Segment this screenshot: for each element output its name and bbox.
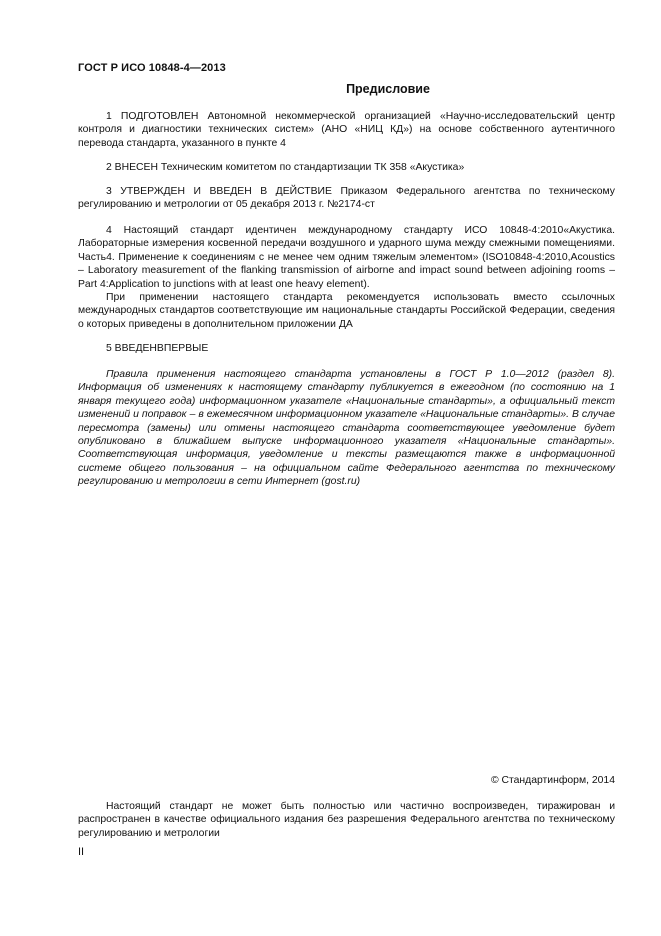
page-title: Предисловие <box>346 82 430 96</box>
document-code: ГОСТ Р ИСО 10848-4—2013 <box>78 62 226 74</box>
paragraph-approved: 3 УТВЕРЖДЕН И ВВЕДЕН В ДЕЙСТВИЕ Приказом Федерального агентства по техническому регулированию и метрологии от 05 декабря 2013 г. №2174-ст <box>78 186 615 211</box>
paragraph-application-rules: Правила применения настоящего стандарта установлены в ГОСТ Р 1.0—2012 (раздел 8). Информация об изменениях к настоящему стандарту публикуется в ежегодном (по состоянию на 1 января текущего года) информационном указателе «Национальные стандарты», а официальный текст изменений и поправок – в ежемесячном информационном указателе «Национальные стандарты». В случае пересмотра (замены) или отмены настоящего стандарта соответствующее уведомление будет опубликовано в ближайшем выпуске информационного указателя «Национальные стандарты». Соответствующая информация, уведомление и тексты размещаются также в информационной системе общего пользования – на официальном сайте Федерального агентства по техническому регулированию и метрологии в сети Интернет (gost.ru) <box>78 369 615 488</box>
page-number: II <box>78 846 85 858</box>
paragraph-submitted-by: 2 ВНЕСЕН Техническим комитетом по стандартизации ТК 358 «Акустика» <box>106 162 465 173</box>
paragraph-reference-standards: При применении настоящего стандарта рекомендуется использовать вместо ссылочных международных стандартов соответствующие им национальные стандарты Российской Федерации, сведения о которых приведены в дополнительном приложении ДА <box>78 292 615 330</box>
paragraph-prepared-by: 1 ПОДГОТОВЛЕН Автономной некоммерческой организацией «Научно-исследовательский центр контроля и диагностики технических систем» (АНО «НИЦ КД») на основе собственного аутентичного перевода стандарта, указанного в пункте 4 <box>78 111 615 149</box>
paragraph-identical-standard: 4 Настоящий стандарт идентичен международному стандарту ИСО 10848-4:2010«Акустика. Лабораторные измерения косвенной передачи воздушного и ударного шума между смежными помещениями. Часть4. Применение к соединениям с не менее чем одним тяжелым элементом» (ISO10848-4:2010,Acoustics – Laboratory measurement of the flanking transmission of airborne and impact sound between adjoining rooms – Part 4:Application to junctions with at least one heavy element). <box>78 225 615 290</box>
paragraph-first-introduced: 5 ВВЕДЕНВПЕРВЫЕ <box>106 343 209 354</box>
reproduction-notice: Настоящий стандарт не может быть полностью или частично воспроизведен, тиражирован и распространен в качестве официального издания без разрешения Федерального агентства по техническому регулированию и метрологии <box>78 801 615 839</box>
copyright-line: © Стандартинформ, 2014 <box>490 775 615 786</box>
